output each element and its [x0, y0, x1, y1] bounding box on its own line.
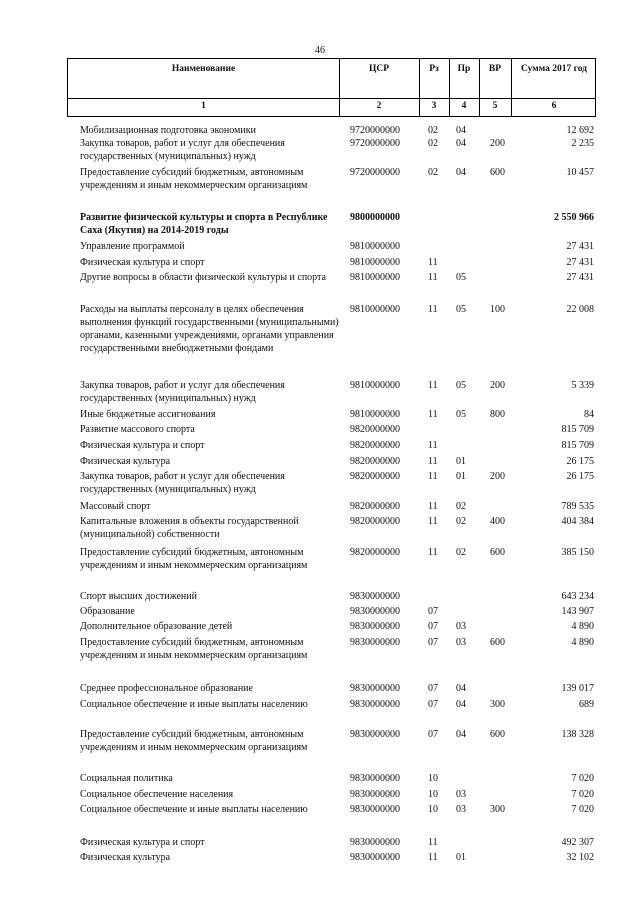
cell-name: Предоставление субсидий бюджетным, автономным учреждениям и иным некоммерческим организациям	[80, 729, 308, 753]
header-num-1: 1	[201, 101, 206, 111]
cell-pr: 02	[456, 501, 466, 512]
cell-name: Управление программой	[80, 241, 185, 252]
cell-csr: 9820000000	[350, 440, 400, 451]
cell-name: Мобилизационная подготовка экономики	[80, 125, 256, 136]
cell-csr: 9830000000	[350, 606, 400, 617]
cell-rz: 10	[428, 789, 438, 800]
cell-csr: 9820000000	[350, 456, 400, 467]
cell-pr: 04	[456, 125, 466, 136]
cell-rz: 11	[428, 272, 438, 283]
cell-vr: 600	[490, 167, 505, 178]
cell-csr: 9830000000	[350, 683, 400, 694]
cell-name: Развитие массового спорта	[80, 424, 195, 435]
cell-vr: 600	[490, 729, 505, 740]
cell-pr: 04	[456, 699, 466, 710]
cell-rz: 07	[428, 729, 438, 740]
cell-name: Спорт высших достижений	[80, 591, 197, 602]
cell-rz: 07	[428, 699, 438, 710]
cell-sum: 492 307	[561, 837, 594, 848]
header-num-3: 3	[431, 101, 437, 111]
cell-vr: 800	[490, 409, 505, 420]
cell-name: Иные бюджетные ассигнования	[80, 409, 216, 420]
cell-name: Расходы на выплаты персоналу в целях обеспечения выполнения функций государственными (муниципальными) органами, казенными учреждениями, органами управления государственными внебюджетными фондами	[80, 304, 339, 354]
cell-sum: 27 431	[566, 257, 594, 268]
cell-rz: 07	[428, 621, 438, 632]
cell-pr: 04	[456, 138, 466, 149]
cell-csr: 9810000000	[350, 272, 400, 283]
cell-sum: 385 150	[561, 547, 594, 558]
cell-vr: 200	[490, 471, 505, 482]
table-header	[67, 58, 596, 117]
cell-vr: 200	[490, 380, 505, 391]
cell-csr: 9810000000	[350, 409, 400, 420]
cell-pr: 01	[456, 852, 466, 863]
cell-rz: 11	[428, 456, 438, 467]
cell-name: Физическая культура и спорт	[80, 257, 205, 268]
cell-rz: 11	[428, 304, 438, 315]
cell-csr: 9720000000	[350, 138, 400, 149]
cell-name: Образование	[80, 606, 135, 617]
cell-rz: 02	[428, 167, 438, 178]
cell-pr: 02	[456, 516, 466, 527]
cell-csr: 9830000000	[350, 699, 400, 710]
cell-name: Другие вопросы в области физической культуры и спорта	[80, 272, 326, 283]
cell-csr: 9830000000	[350, 621, 400, 632]
cell-name: Развитие физической культуры и спорта в Республике Саха (Якутия) на 2014-2019 годы	[80, 212, 328, 236]
cell-rz: 11	[428, 501, 438, 512]
cell-pr: 01	[456, 471, 466, 482]
cell-csr: 9820000000	[350, 547, 400, 558]
header-num-2: 2	[376, 101, 382, 111]
header-num-4: 4	[461, 101, 467, 111]
cell-sum: 815 709	[561, 424, 594, 435]
cell-name: Физическая культура и спорт	[80, 837, 205, 848]
cell-vr: 400	[490, 516, 505, 527]
cell-pr: 03	[456, 621, 466, 632]
header-csr: ЦСР	[368, 64, 390, 74]
cell-name: Предоставление субсидий бюджетным, автономным учреждениям и иным некоммерческим организациям	[80, 547, 308, 571]
cell-name: Закупка товаров, работ и услуг для обеспечения государственных (муниципальных) нужд	[80, 380, 285, 404]
cell-csr: 9820000000	[350, 501, 400, 512]
cell-sum: 7 020	[571, 804, 594, 815]
cell-name: Социальная политика	[80, 773, 173, 784]
cell-rz: 07	[428, 637, 438, 648]
cell-csr: 9820000000	[350, 424, 400, 435]
header-pr: Пр	[457, 64, 471, 74]
cell-name: Социальное обеспечение и иные выплаты населению	[80, 804, 308, 815]
page-number: 46	[315, 45, 325, 56]
cell-sum: 2 550 966	[554, 212, 594, 223]
cell-vr: 100	[490, 304, 505, 315]
cell-rz: 02	[428, 125, 438, 136]
cell-sum: 2 235	[571, 138, 594, 149]
cell-name: Предоставление субсидий бюджетным, автономным учреждениям и иным некоммерческим организациям	[80, 167, 308, 191]
cell-rz: 11	[428, 380, 438, 391]
cell-sum: 22 008	[566, 304, 594, 315]
header-rz: Рз	[429, 64, 439, 74]
cell-csr: 9830000000	[350, 729, 400, 740]
cell-vr: 300	[490, 699, 505, 710]
cell-rz: 07	[428, 606, 438, 617]
cell-vr: 300	[490, 804, 505, 815]
cell-sum: 643 234	[561, 591, 594, 602]
cell-csr: 9820000000	[350, 471, 400, 482]
cell-pr: 04	[456, 683, 466, 694]
cell-name: Массовый спорт	[80, 501, 151, 512]
cell-rz: 11	[428, 516, 438, 527]
cell-rz: 11	[428, 471, 438, 482]
cell-sum: 404 384	[561, 516, 594, 527]
cell-sum: 7 020	[571, 773, 594, 784]
cell-sum: 138 328	[561, 729, 594, 740]
cell-pr: 05	[456, 409, 466, 420]
cell-rz: 11	[428, 257, 438, 268]
cell-csr: 9810000000	[350, 304, 400, 315]
cell-rz: 11	[428, 852, 438, 863]
cell-pr: 02	[456, 547, 466, 558]
cell-csr: 9820000000	[350, 516, 400, 527]
cell-csr: 9830000000	[350, 637, 400, 648]
cell-csr: 9810000000	[350, 380, 400, 391]
cell-sum: 12 692	[566, 125, 594, 136]
cell-sum: 10 457	[566, 167, 594, 178]
cell-pr: 05	[456, 380, 466, 391]
cell-pr: 03	[456, 804, 466, 815]
cell-sum: 143 907	[561, 606, 594, 617]
cell-rz: 11	[428, 440, 438, 451]
header-vr: ВР	[488, 64, 502, 74]
cell-sum: 815 709	[561, 440, 594, 451]
cell-sum: 32 102	[566, 852, 594, 863]
cell-sum: 789 535	[561, 501, 594, 512]
cell-pr: 04	[456, 729, 466, 740]
cell-sum: 689	[579, 699, 594, 710]
cell-name: Физическая культура	[80, 852, 171, 863]
cell-name: Физическая культура и спорт	[80, 440, 205, 451]
cell-rz: 10	[428, 773, 438, 784]
header-num-6: 6	[551, 101, 557, 111]
cell-rz: 10	[428, 804, 438, 815]
cell-csr: 9800000000	[350, 212, 400, 223]
cell-name: Социальное обеспечение и иные выплаты населению	[80, 699, 308, 710]
cell-rz: 11	[428, 409, 438, 420]
cell-csr: 9810000000	[350, 241, 400, 252]
cell-sum: 4 890	[571, 637, 594, 648]
cell-vr: 200	[490, 138, 505, 149]
cell-csr: 9830000000	[350, 837, 400, 848]
cell-name: Социальное обеспечение населения	[80, 789, 234, 800]
cell-name: Капитальные вложения в объекты государственной (муниципальной) собственности	[80, 516, 299, 540]
cell-sum: 27 431	[566, 272, 594, 283]
cell-csr: 9720000000	[350, 167, 400, 178]
cell-name: Среднее профессиональное образование	[80, 683, 253, 694]
header-sum: Сумма 2017 год	[521, 64, 587, 74]
cell-pr: 04	[456, 167, 466, 178]
cell-pr: 05	[456, 272, 466, 283]
cell-rz: 11	[428, 837, 438, 848]
cell-csr: 9830000000	[350, 591, 400, 602]
cell-csr: 9830000000	[350, 852, 400, 863]
cell-name: Закупка товаров, работ и услуг для обеспечения государственных (муниципальных) нужд	[80, 138, 285, 162]
cell-csr: 9830000000	[350, 773, 400, 784]
cell-csr: 9720000000	[350, 125, 400, 136]
cell-vr: 600	[490, 547, 505, 558]
header-name: Наименование	[171, 64, 236, 74]
cell-name: Предоставление субсидий бюджетным, автономным учреждениям и иным некоммерческим организациям	[80, 637, 308, 661]
cell-pr: 03	[456, 789, 466, 800]
cell-csr: 9810000000	[350, 257, 400, 268]
cell-rz: 07	[428, 683, 438, 694]
cell-name: Физическая культура	[80, 456, 171, 467]
cell-rz: 02	[428, 138, 438, 149]
cell-vr: 600	[490, 637, 505, 648]
cell-csr: 9830000000	[350, 789, 400, 800]
cell-pr: 03	[456, 637, 466, 648]
cell-sum: 5 339	[571, 380, 594, 391]
cell-sum: 26 175	[566, 456, 594, 467]
cell-sum: 139 017	[561, 683, 594, 694]
cell-pr: 01	[456, 456, 466, 467]
cell-csr: 9830000000	[350, 804, 400, 815]
cell-sum: 27 431	[566, 241, 594, 252]
cell-name: Закупка товаров, работ и услуг для обеспечения государственных (муниципальных) нужд	[80, 471, 285, 495]
cell-name: Дополнительное образование детей	[80, 621, 233, 632]
cell-sum: 84	[584, 409, 594, 420]
cell-sum: 4 890	[571, 621, 594, 632]
header-num-5: 5	[492, 101, 498, 111]
cell-pr: 05	[456, 304, 466, 315]
cell-rz: 11	[428, 547, 438, 558]
cell-sum: 7 020	[571, 789, 594, 800]
cell-sum: 26 175	[566, 471, 594, 482]
